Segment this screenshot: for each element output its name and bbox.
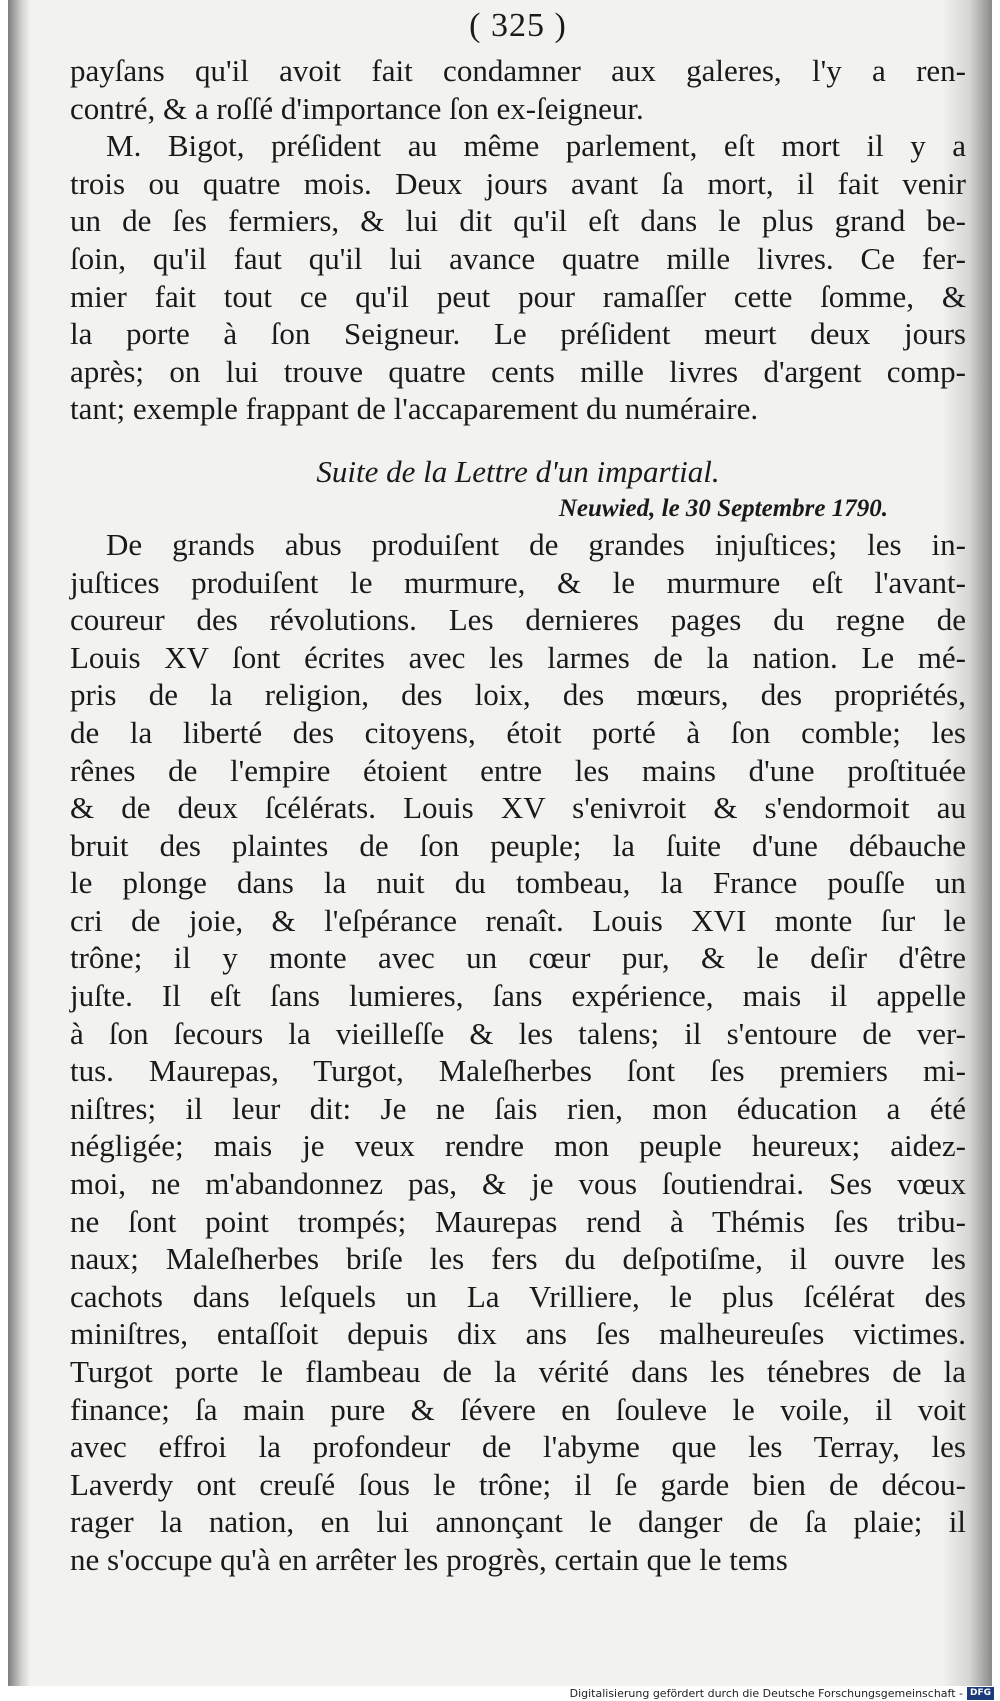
text-line: Louis XV ſont écrites avec les larmes de la nation. Le mé- <box>70 639 966 675</box>
text-line: pris de la religion, des loix, des mœurs, des propriétés, <box>70 677 966 713</box>
text-line: le plonge dans la nuit du tombeau, la France pouſſe un <box>70 865 966 901</box>
dateline: Neuwied, le 30 Septembre 1790. <box>558 494 888 522</box>
text-line: naux; Maleſherbes briſe les fers du deſpotiſme, il ouvre les <box>70 1241 966 1277</box>
text-line: finance; ſa main pure & ſévere en ſouleve le voile, il voit <box>70 1391 966 1427</box>
text-line: ne ſont point trompés; Maurepas rend à Thémis ſes tribu- <box>70 1203 966 1239</box>
text-line: ſoin, qu'il faut qu'il lui avance quatre mille livres. Ce fer- <box>70 240 966 276</box>
text-line: à ſon ſecours la vieilleſſe & les talens; il s'entoure de ver- <box>70 1015 966 1051</box>
text-line: trône; il y monte avec un cœur pur, & le deſir d'être <box>70 940 966 976</box>
text-line: tant; exemple frappant de l'accaparement du numéraire. <box>70 391 759 427</box>
text-line: rênes de l'empire étoient entre les mains d'une proſtituée <box>70 752 966 788</box>
text-line: mier fait tout ce qu'il peut pour ramaſſer cette ſomme, & <box>70 278 966 314</box>
text-line: De grands abus produiſent de grandes injuſtices; les in- <box>106 526 966 562</box>
text-line: trois ou quatre mois. Deux jours avant ſa mort, il fait venir <box>70 165 966 201</box>
text-line: coureur des révolutions. Les dernieres pages du regne de <box>70 602 966 638</box>
text-line: miniſtres, entaſſoit depuis dix ans ſes malheureuſes victimes. <box>70 1316 966 1352</box>
text-line: rager la nation, en lui annonçant le danger de ſa plaie; il <box>70 1504 966 1540</box>
digitization-credit <box>570 1686 994 1701</box>
paragraph-3 <box>70 526 966 1579</box>
text-line: la porte à ſon Seigneur. Le préſident meurt deux jours <box>70 316 966 352</box>
text-line: avec effroi la profondeur de l'abyme que les Terray, les <box>70 1429 966 1465</box>
page-edge-shadow-left <box>8 0 30 1686</box>
text-line: niſtres; il leur dit: Je ne ſais rien, mon éducation a été <box>70 1090 966 1126</box>
dfg-logo: DFG <box>967 1687 994 1700</box>
text-line: après; on lui trouve quatre cents mille livres d'argent comp- <box>70 353 966 389</box>
text-line: Turgot porte le flambeau de la vérité dans les ténebres de la <box>70 1354 966 1389</box>
page-text <box>70 0 966 1579</box>
text-line: cri de joie, & l'eſpérance renaît. Louis XVI monte ſur le <box>70 902 966 938</box>
text-line: juſtices produiſent le murmure, & le murmure eſt l'avant- <box>70 564 966 600</box>
text-line: bruit des plaintes de ſon peuple; la ſuite d'une débauche <box>70 827 966 863</box>
page-number: ( 325 ) <box>469 7 567 44</box>
text-line: ne s'occupe qu'à en arrêter les progrès, certain que le tems <box>70 1541 788 1577</box>
text-line: juſte. Il eſt ſans lumieres, ſans expérience, mais il appelle <box>70 978 966 1014</box>
text-line: M. Bigot, préſident au même parlement, eſt mort il y a <box>106 128 966 164</box>
text-line: cachots dans leſquels un La Vrilliere, le plus ſcélérat des <box>70 1278 966 1314</box>
text-line: moi, ne m'abandonnez pas, & je vous ſoutiendrai. Ses vœux <box>70 1166 966 1202</box>
text-line: Laverdy ont creuſé ſous le trône; il ſe garde bien de décou- <box>70 1466 966 1502</box>
credit-text: Digitalisierung gefördert durch die Deutsche Forschungsgemeinschaft - <box>569 1687 963 1700</box>
text-line: de la liberté des citoyens, étoit porté à ſon comble; les <box>70 714 966 750</box>
text-line: & de deux ſcélérats. Louis XV s'enivroit & s'endormoit au <box>70 790 966 826</box>
text-line: tus. Maurepas, Turgot, Maleſherbes ſont ſes premiers mi- <box>70 1053 966 1089</box>
section-heading: Suite de la Lettre d'un impartial. <box>316 453 720 489</box>
paragraph-2 <box>70 127 966 428</box>
text-line: contré, & a roſſé d'importance ſon ex-ſeigneur. <box>70 90 644 126</box>
paragraph-1 <box>70 52 966 127</box>
text-line: payſans qu'il avoit fait condamner aux galeres, l'y a ren- <box>70 53 966 88</box>
text-line: un de ſes fermiers, & lui dit qu'il eſt dans le plus grand be- <box>70 203 966 239</box>
text-line: négligée; mais je veux rendre mon peuple heureux; aidez- <box>70 1128 966 1164</box>
document-page <box>8 0 992 1686</box>
